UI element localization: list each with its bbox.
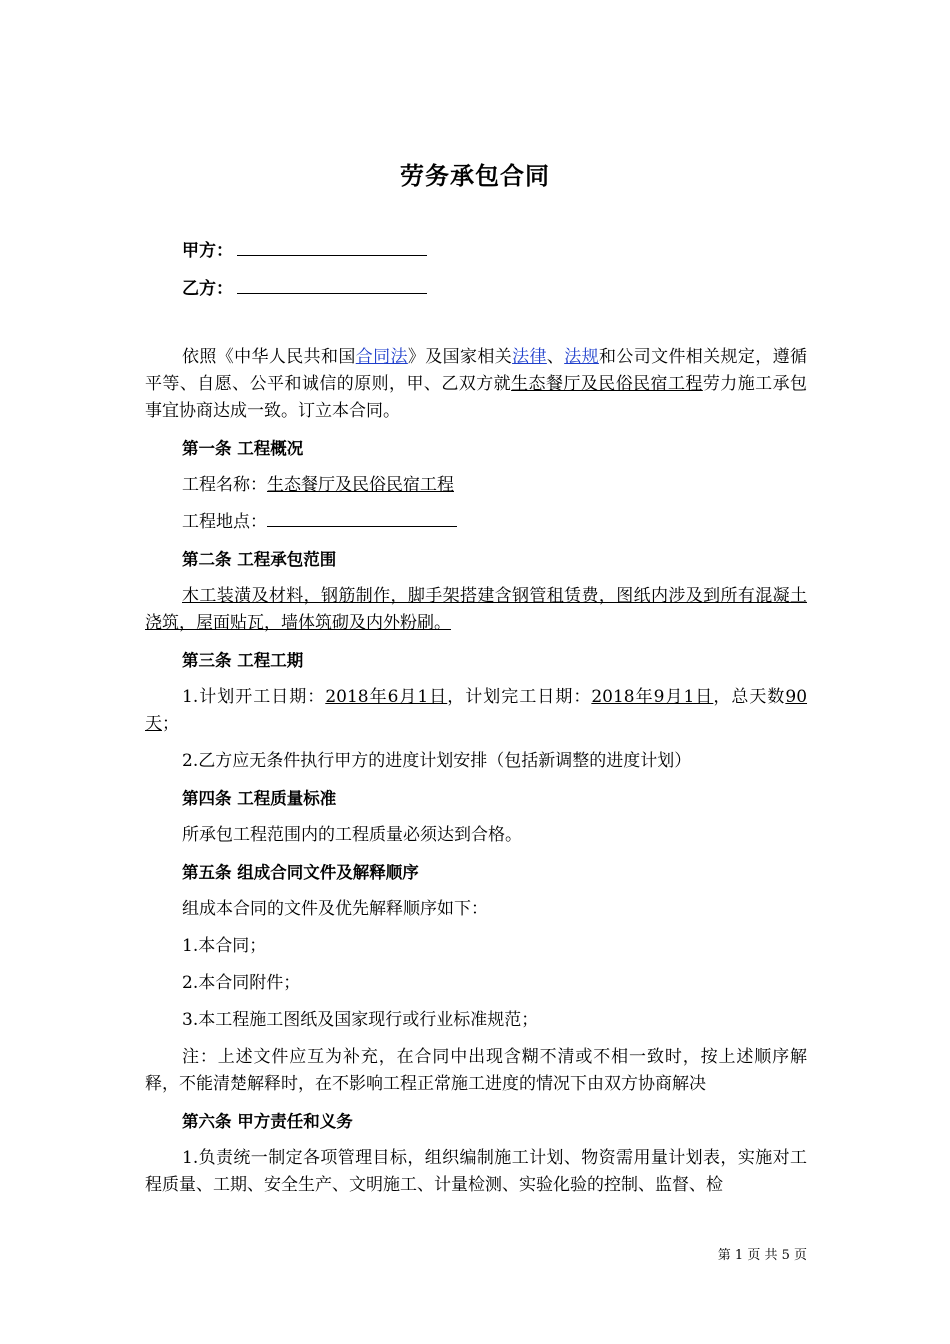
article-3-heading: 第三条 工程工期 bbox=[182, 651, 304, 670]
intro-paragraph bbox=[145, 344, 807, 425]
schedule-item-1-end: ； bbox=[162, 714, 179, 734]
quality-text: 所承包工程范围内的工程质量必须达到合格。 bbox=[182, 825, 522, 845]
document-title: 劳务承包合同 bbox=[400, 161, 550, 190]
article-5-heading: 第五条 组成合同文件及解释顺序 bbox=[182, 863, 419, 882]
start-date-label: 1.计划开工日期： bbox=[182, 687, 326, 707]
intro-text-3: 、 bbox=[546, 347, 565, 367]
party-a-blank bbox=[237, 243, 427, 256]
party-a-label: 甲方： bbox=[182, 241, 233, 261]
total-days-value: 90天 bbox=[145, 687, 808, 734]
party-a-duty-1: 1.负责统一制定各项管理目标，组织编制施工计划、物资需用量计划表，实施对工程质量、工期、安全生产、文明施工、计量检测、实验化验的控制、监督、检 bbox=[145, 1148, 807, 1195]
start-date-value: 2018年6月1日 bbox=[325, 687, 448, 707]
article-4-heading: 第四条 工程质量标准 bbox=[182, 789, 337, 808]
documents-item-1: 1.本合同； bbox=[182, 936, 267, 956]
party-b-label: 乙方： bbox=[182, 279, 233, 299]
documents-item-2: 2.本合同附件； bbox=[182, 973, 301, 993]
documents-note: 注：上述文件应互为补充，在合同中出现含糊不清或不相一致时，按上述顺序解释，不能清楚解释时，在不影响工程正常施工进度的情况下由双方协商解决 bbox=[145, 1047, 807, 1094]
documents-item-3: 3.本工程施工图纸及国家现行或行业标准规范； bbox=[182, 1010, 539, 1030]
page-number-footer: 第 1 页 共 5 页 bbox=[717, 1248, 807, 1263]
project-name-value: 生态餐厅及民俗民宿工程 bbox=[267, 475, 454, 495]
scope-paragraph bbox=[145, 583, 807, 637]
link-law[interactable]: 法律 bbox=[512, 347, 547, 367]
scope-text: 木工装潢及材料，钢筋制作，脚手架搭建含钢管租赁费，图纸内涉及到所有混凝土浇筑，屋面贴瓦，墙体筑砌及内外粉刷。 bbox=[145, 586, 807, 633]
party-b-blank bbox=[237, 281, 427, 294]
party-a-line bbox=[182, 236, 427, 261]
intro-text-1: 依照《中华人民共和国 bbox=[182, 347, 356, 367]
intro-text-2: 》及国家相关 bbox=[407, 347, 513, 367]
intro-text-4: 和公司文件相关规定，遵循平等、自愿、公平和诚信的原则，甲、乙双方就 bbox=[145, 347, 808, 394]
intro-project-name: 生态餐厅及民俗民宿工程 bbox=[511, 374, 703, 394]
article-6-heading: 第六条 甲方责任和义务 bbox=[182, 1112, 353, 1131]
project-location-blank bbox=[267, 512, 457, 527]
article-2-heading: 第二条 工程承包范围 bbox=[182, 550, 337, 569]
party-b-line bbox=[182, 274, 427, 299]
document-body bbox=[145, 344, 807, 1209]
project-location-label: 工程地点： bbox=[182, 512, 267, 532]
documents-intro: 组成本合同的文件及优先解释顺序如下： bbox=[182, 899, 488, 919]
project-name-label: 工程名称： bbox=[182, 475, 267, 495]
link-contract-law[interactable]: 合同法 bbox=[355, 347, 408, 367]
total-days-label: ，总天数 bbox=[713, 687, 786, 707]
link-regulation[interactable]: 法规 bbox=[564, 347, 599, 367]
schedule-item-2: 2.乙方应无条件执行甲方的进度计划安排（包括新调整的进度计划） bbox=[182, 751, 692, 771]
end-date-label: ，计划完工日期： bbox=[447, 687, 592, 707]
article-1-heading: 第一条 工程概况 bbox=[182, 439, 304, 458]
project-location-line bbox=[145, 509, 807, 536]
end-date-value: 2018年9月1日 bbox=[591, 687, 714, 707]
project-name-line bbox=[145, 472, 807, 499]
schedule-item-1 bbox=[145, 684, 807, 738]
intro-text-5: 劳力施工承包事宜协商达成一致。订立本合同。 bbox=[145, 374, 808, 421]
